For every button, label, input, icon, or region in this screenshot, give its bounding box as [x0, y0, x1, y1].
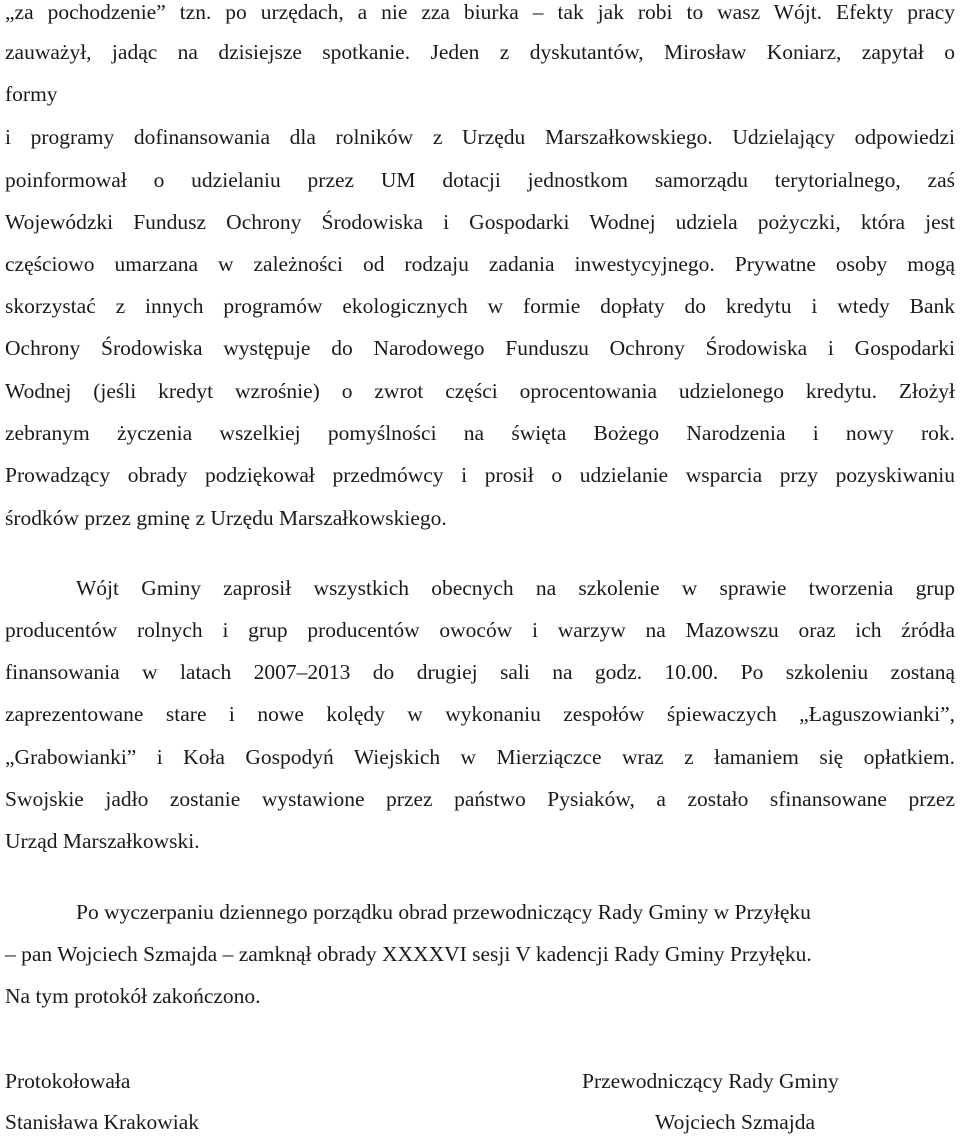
text-line: i programy dofinansowania dla rolników z Urzędu Marszałkowskiego. Udzielający odpowiedzi [5, 125, 955, 149]
recorder-name: Stanisława Krakowiak [5, 1110, 200, 1134]
text-line: finansowania w latach 2007–2013 do drugiej sali na godz. 10.00. Po szkoleniu zostaną [5, 660, 955, 684]
text-line: zebranym życzenia wszelkiej pomyślności na święta Bożego Narodzenia i nowy rok. [5, 421, 955, 445]
text-line: Po wyczerpaniu dziennego porządku obrad przewodniczący Rady Gminy w Przyłęku [76, 900, 811, 924]
text-line: Ochrony Środowiska występuje do Narodowego Funduszu Ochrony Środowiska i Gospodarki [5, 336, 955, 360]
text-line: zaprezentowane stare i nowe kolędy w wykonaniu zespołów śpiewaczych „Łaguszowianki”, [5, 702, 955, 726]
text-line: Swojskie jadło zostanie wystawione przez państwo Pysiaków, a zostało sfinansowane przez [5, 787, 955, 811]
chairman-name: Wojciech Szmajda [655, 1110, 816, 1134]
text-line: Urząd Marszałkowski. [5, 829, 200, 853]
text-line: poinformował o udzielaniu przez UM dotacji jednostkom samorządu terytorialnego, zaś [5, 168, 955, 192]
text-line: producentów rolnych i grup producentów owoców i warzyw na Mazowszu oraz ich źródła [5, 618, 955, 642]
text-line: – pan Wojciech Szmajda – zamknął obrady XXXXVI sesji V kadencji Rady Gminy Przyłęku. [5, 942, 812, 966]
text-line: skorzystać z innych programów ekologicznych w formie dopłaty do kredytu i wtedy Bank [5, 294, 955, 318]
text-line: zauważył, jadąc na dzisiejsze spotkanie. Jeden z dyskutantów, Mirosław Koniarz, zapytał o [5, 40, 955, 64]
text-line: Wójt Gminy zaprosił wszystkich obecnych na szkolenie w sprawie tworzenia grup [76, 576, 955, 600]
text-line: „za pochodzenie” tzn. po urzędach, a nie zza biurka – tak jak robi to wasz Wójt. Efekty pracy [5, 0, 955, 24]
text-line: formy [5, 82, 58, 106]
text-line: środków przez gminę z Urzędu Marszałkowskiego. [5, 506, 447, 530]
text-line: „Grabowianki” i Koła Gospodyń Wiejskich w Mierziączce wraz z łamaniem się opłatkiem. [5, 745, 955, 769]
chairman-role: Przewodniczący Rady Gminy [582, 1069, 839, 1093]
recorder-role: Protokołowała [5, 1069, 131, 1093]
text-line: Prowadzący obrady podziękował przedmówcy i prosił o udzielanie wsparcia przy pozyskiwaniu [5, 463, 955, 487]
text-line: Wodnej (jeśli kredyt wzrośnie) o zwrot części oprocentowania udzielonego kredytu. Złożył [5, 379, 955, 403]
text-line: Na tym protokół zakończono. [5, 984, 261, 1008]
text-line: Wojewódzki Fundusz Ochrony Środowiska i Gospodarki Wodnej udziela pożyczki, która jest [5, 210, 955, 234]
text-line: częściowo umarzana w zależności od rodzaju zadania inwestycyjnego. Prywatne osoby mogą [5, 252, 955, 276]
